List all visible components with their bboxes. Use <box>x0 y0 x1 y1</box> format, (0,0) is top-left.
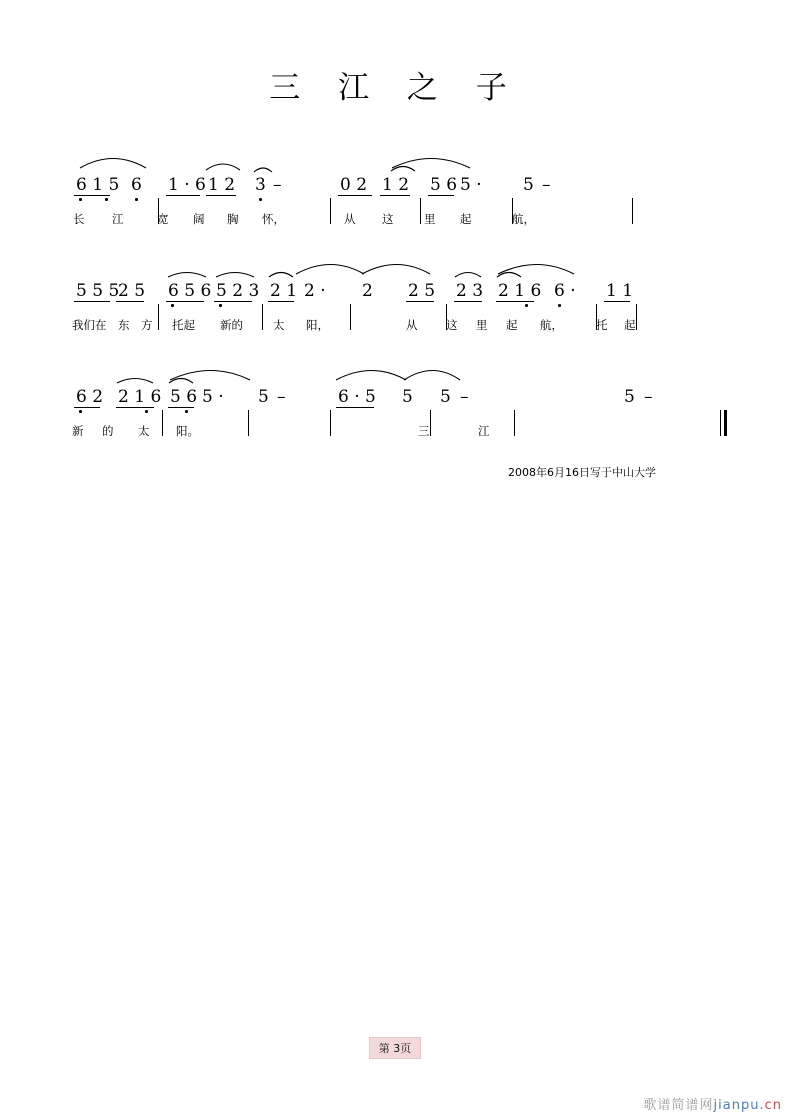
lyric-syllable: 太 <box>138 424 150 438</box>
slur-icon <box>167 268 207 279</box>
beam-icon <box>454 301 482 302</box>
note-group: 1 2 <box>208 175 236 195</box>
lyric-syllable: 里 <box>476 318 488 332</box>
slur-icon <box>116 374 154 385</box>
octave-dot-icon <box>79 410 82 413</box>
note-group: 5 5 5 <box>76 281 120 301</box>
note-group: 6 1 5 <box>76 175 120 195</box>
octave-dot-icon <box>79 198 82 201</box>
lyrics-row <box>72 318 732 340</box>
note-dash: – <box>277 387 286 407</box>
lyric-syllable: 方 <box>141 318 153 332</box>
lyric-syllable: 阳， <box>306 318 329 332</box>
beam-icon <box>74 195 110 196</box>
lyric-syllable: 三 <box>418 424 430 438</box>
note-group: 3 <box>255 175 266 195</box>
octave-dot-icon <box>558 304 561 307</box>
lyric-syllable: 新 <box>72 424 84 438</box>
lyric-syllable: 新的 <box>220 318 243 332</box>
lyric-syllable: 东 <box>118 318 130 332</box>
lyric-syllable: 的 <box>102 424 114 438</box>
lyric-syllable: 起 <box>460 212 472 226</box>
note-group: 5 · <box>460 175 482 195</box>
note-group: 0 2 <box>340 175 368 195</box>
slur-icon <box>215 268 255 279</box>
octave-dot-icon <box>105 198 108 201</box>
note-group: 1 1 <box>606 281 634 301</box>
beam-icon <box>496 301 534 302</box>
note-group: 2 3 <box>456 281 484 301</box>
page-title: 三 江 之 子 <box>269 70 521 106</box>
slur-icon <box>454 268 482 279</box>
beam-icon <box>604 301 630 302</box>
lyric-syllable: 托起 <box>172 318 195 332</box>
note-group: 6 <box>131 175 142 195</box>
notes-row <box>72 388 732 418</box>
lyric-syllable: 太 <box>273 318 285 332</box>
beam-icon <box>74 301 110 302</box>
note-group: 1 2 <box>382 175 410 195</box>
lyric-syllable: 江 <box>112 212 124 226</box>
lyrics-row <box>72 212 732 234</box>
watermark-tld: .cn <box>759 1098 782 1113</box>
slur-icon <box>496 268 522 279</box>
site-watermark <box>644 1094 782 1113</box>
octave-dot-icon <box>525 304 528 307</box>
note-group: 5 2 3 <box>216 281 260 301</box>
lyric-syllable: 这 <box>446 318 458 332</box>
beam-icon <box>206 195 236 196</box>
notes-row <box>72 282 732 312</box>
note-group: 1 · 6 <box>168 175 206 195</box>
beam-icon <box>74 407 100 408</box>
note-dash: – <box>542 175 551 195</box>
note-dash: – <box>273 175 282 195</box>
slur-icon <box>360 258 432 276</box>
note-group: 5 6 <box>170 387 198 407</box>
note-group: 6 · <box>554 281 576 301</box>
lyric-syllable: 阳。 <box>176 424 199 438</box>
octave-dot-icon <box>171 304 174 307</box>
lyric-syllable: 托 <box>596 318 608 332</box>
slur-icon <box>78 152 148 170</box>
note-group: 2 · <box>304 281 326 301</box>
note-group: 5 · <box>202 387 224 407</box>
slur-icon <box>268 268 294 279</box>
slur-icon <box>402 364 462 382</box>
lyric-syllable: 宽 <box>157 212 169 226</box>
note-group: 6 2 <box>76 387 104 407</box>
beam-icon <box>116 301 144 302</box>
note-group: 2 5 <box>118 281 146 301</box>
note-group: 5 <box>523 175 534 195</box>
slur-icon <box>294 258 366 276</box>
beam-icon <box>214 301 252 302</box>
note-group: 5 <box>624 387 635 407</box>
page-number-footer <box>0 1037 790 1059</box>
note-group: 2 1 <box>270 281 298 301</box>
slur-icon <box>390 162 416 173</box>
lyric-syllable: 起 <box>624 318 636 332</box>
beam-icon <box>166 195 200 196</box>
composition-credit: 2008年6月16日写于中山大学 <box>508 466 656 479</box>
beam-icon <box>380 195 410 196</box>
note-group: 5 <box>440 387 451 407</box>
octave-dot-icon <box>135 198 138 201</box>
lyric-syllable: 航， <box>512 212 535 226</box>
lyric-syllable: 从 <box>344 212 356 226</box>
lyric-syllable: 这 <box>382 212 394 226</box>
lyric-syllable: 阔 <box>193 212 205 226</box>
note-group: 2 5 <box>408 281 436 301</box>
slur-icon <box>168 374 194 385</box>
lyric-syllable: 怀， <box>262 212 285 226</box>
octave-dot-icon <box>145 410 148 413</box>
beam-icon <box>168 407 194 408</box>
beam-icon <box>338 195 372 196</box>
lyric-syllable: 长 <box>73 212 85 226</box>
slur-icon <box>334 364 408 382</box>
beam-icon <box>268 301 294 302</box>
slur-icon <box>253 164 273 174</box>
score-system-2 <box>72 256 732 346</box>
lyrics-row <box>72 424 732 446</box>
lyric-syllable: 胸 <box>227 212 239 226</box>
note-dash: – <box>644 387 653 407</box>
note-group: 6 · 5 <box>338 387 376 407</box>
lyric-syllable: 从 <box>406 318 418 332</box>
octave-dot-icon <box>219 304 222 307</box>
slur-icon <box>205 158 241 172</box>
score-system-1 <box>72 150 732 240</box>
note-group: 2 1 6 <box>498 281 542 301</box>
lyric-syllable: 我们在 <box>72 318 107 332</box>
notes-row <box>72 176 732 206</box>
watermark-text: 歌谱简谱网 <box>643 1098 714 1113</box>
note-dash: – <box>460 387 469 407</box>
beam-icon <box>336 407 374 408</box>
beam-icon <box>428 195 454 196</box>
octave-dot-icon <box>185 410 188 413</box>
lyric-syllable: 江 <box>478 424 490 438</box>
note-group: 5 <box>402 387 413 407</box>
note-group: 2 <box>362 281 373 301</box>
note-group: 5 6 <box>430 175 458 195</box>
lyric-syllable: 里 <box>424 212 436 226</box>
octave-dot-icon <box>259 198 262 201</box>
beam-icon <box>166 301 204 302</box>
score-system-3 <box>72 362 732 452</box>
lyric-syllable: 起 <box>506 318 518 332</box>
page-number-label: 第 3页 <box>369 1037 422 1059</box>
note-group: 6 5 6 <box>168 281 212 301</box>
beam-icon <box>116 407 154 408</box>
beam-icon <box>406 301 434 302</box>
note-group: 5 <box>258 387 269 407</box>
lyric-syllable: 航， <box>540 318 563 332</box>
note-group: 2 1 6 <box>118 387 162 407</box>
watermark-domain: jianpu <box>713 1098 760 1113</box>
